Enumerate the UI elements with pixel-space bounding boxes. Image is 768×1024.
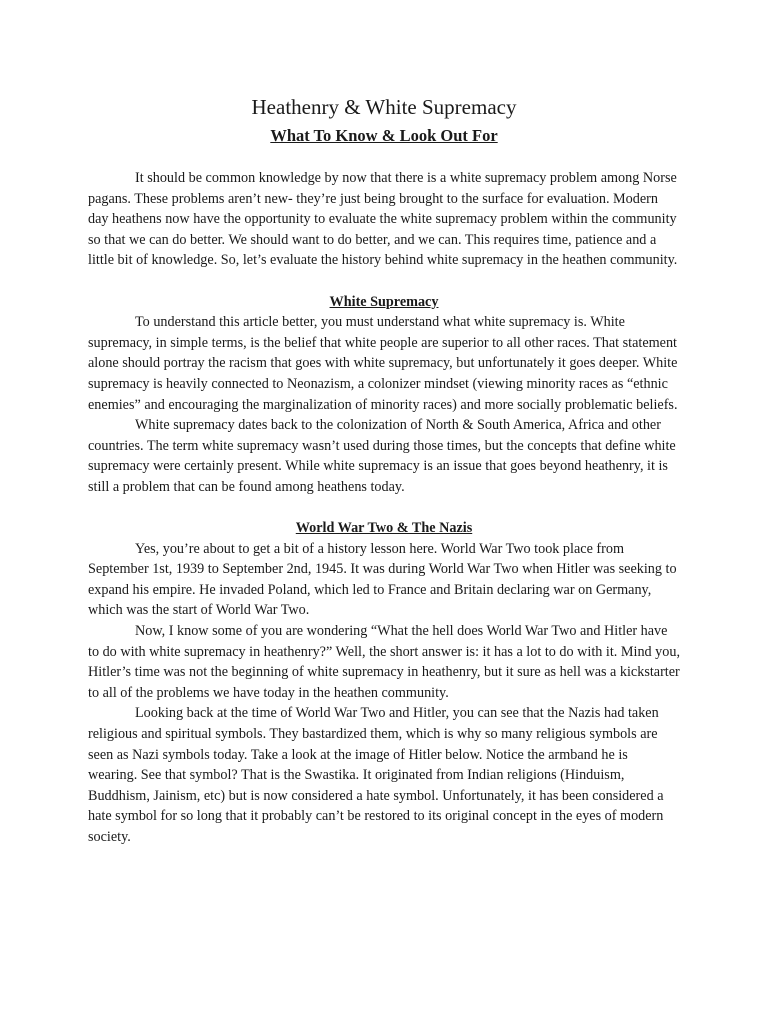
intro-paragraph: It should be common knowledge by now that there is a white supremacy problem among Norse pagans. These problems aren’t new- they’re just being brought to the surface for evaluation. Modern day heathens now have the opportunity to evaluate the white supremacy problem within the community so that we can do better. We should want to do better, and we can. This requires time, patience and a little bit of knowledge. So, let’s evaluate the history behind white supremacy in the heathen community. [88, 170, 678, 269]
section-paragraph: Yes, you’re about to get a bit of a history lesson here. World War Two took place from September 1st, 1939 to September 2nd, 1945. It was during World War Two when Hitler was seeking to expand his empire. He invaded Poland, which led to France and Britain declaring war on Germany, which was the start of World War Two. [88, 540, 677, 619]
section-heading: World War Two & The Nazis [295, 520, 473, 537]
document-page [88, 92, 680, 848]
document-title: Heathenry & White Supremacy [251, 95, 517, 119]
section-heading: White Supremacy [329, 293, 439, 310]
document-subtitle: What To Know & Look Out For [270, 126, 498, 145]
section-world-war-two [88, 518, 680, 848]
section-paragraph: Now, I know some of you are wondering “What the hell does World War Two and Hitler have to do with white supremacy in heathenry?” Well, the short answer is: it has a lot to do with it. Mind you, Hitler’s time was not the beginning of white supremacy in heathenry, but it sure as hell was a kickstarter to all of the problems we have today in the heathen community. [88, 623, 681, 701]
section-paragraph: To understand this article better, you must understand what white supremacy is. White supremacy, in simple terms, is the belief that white people are superior to all other races. That statement alone should portray the racism that goes with white supremacy, but unfortunately it goes deeper. White supremacy is heavily connected to Neonazism, a colonizer mindset (viewing minority races as “ethnic enemies” and encouraging the marginalization of minority races) and more socially problematic beliefs. [88, 314, 678, 413]
section-paragraph: Looking back at the time of World War Two and Hitler, you can see that the Nazis had taken religious and spiritual symbols. They bastardized them, which is why so many religious symbols are seen as Nazi symbols today. Take a look at the image of Hitler below. Notice the armband he is wearing. See that symbol? That is the Swastika. It originated from Indian religions (Hinduism, Buddhism, Jainism, etc) but is now considered a hate symbol. Unfortunately, it has been considered a hate symbol for so long that it probably can’t be restored to its original concept in the eyes of modern society. [88, 705, 664, 845]
section-paragraph: White supremacy dates back to the colonization of North & South America, Africa and other countries. The term white supremacy wasn’t used during those times, but the concepts that define white supremacy were certainly present. While white supremacy is an issue that goes beyond heathenry, it is still a problem that can be found among heathens today. [88, 417, 676, 495]
section-white-supremacy [88, 292, 680, 498]
